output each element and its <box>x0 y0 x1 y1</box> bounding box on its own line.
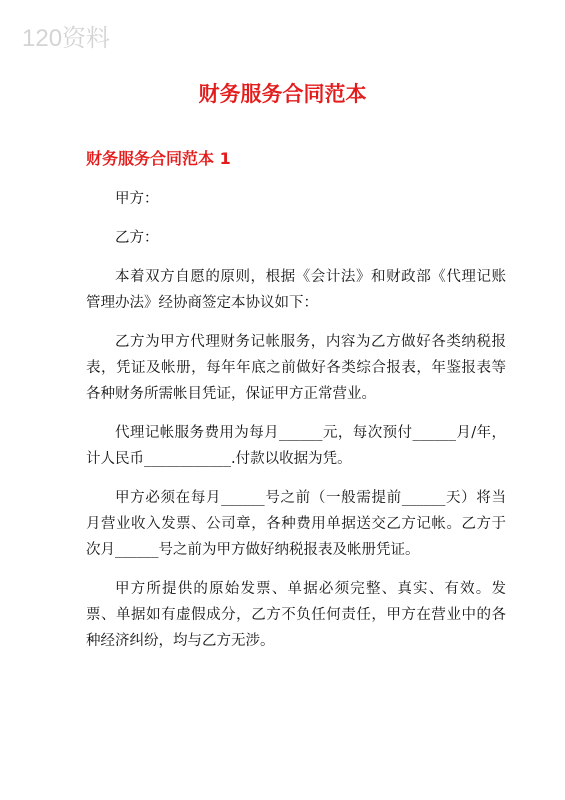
fee-paragraph: 代理记帐服务费用为每月______元，每次预付______月/年，计人民币____________.付款以收据为凭。 <box>86 425 506 467</box>
submission-deadline-paragraph: 甲方必须在每月______号之前（一般需提前______天）将当月营业收入发票、公司章，各种费用单据送交乙方记帐。乙方于次月______号之前为甲方做好纳税报表及帐册凭证。 <box>86 490 506 558</box>
watermark-logo: 120资料 <box>22 25 111 52</box>
party-b-line: 乙方： <box>115 230 159 246</box>
document-title: 财务服务合同范本 <box>198 82 367 106</box>
document-validity-paragraph: 甲方所提供的原始发票、单据必须完整、真实、有效。发票、单据如有虚假成分，乙方不负任何责任，甲方在营业中的各种经济纠纷，均与乙方无涉。 <box>86 581 506 649</box>
party-a-line: 甲方： <box>115 191 159 207</box>
section-heading: 财务服务合同范本 1 <box>86 149 231 168</box>
document-body <box>86 186 506 667</box>
preamble-paragraph: 本着双方自愿的原则，根据《会计法》和财政部《代理记账管理办法》经协商签定本协议如下： <box>86 269 506 311</box>
service-scope-paragraph: 乙方为甲方代理财务记帐服务，内容为乙方做好各类纳税报表，凭证及帐册，每年年底之前做好各类综合报表，年鉴报表等各种财务所需帐目凭证，保证甲方正常营业。 <box>86 334 506 402</box>
